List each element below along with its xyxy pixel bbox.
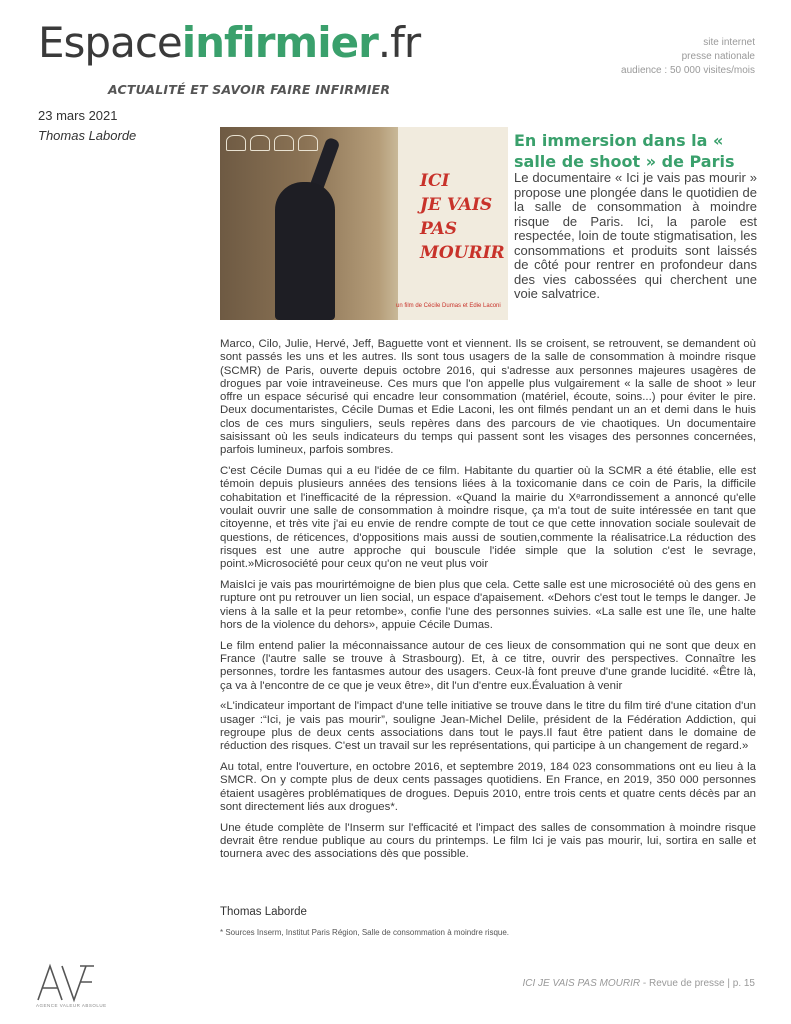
article-intro: Le documentaire « Ici je vais pas mourir » propose une plongée dans le quotidien de la salle de consommation à moindre risque de Paris. Ici, la parole est respectée, loin de toute stigmatisation, les consommations et produits sont laissés de côté pour rentrer en profondeur dans des vies cabossées qui cherchent une voie salvatrice.: [514, 170, 757, 301]
paragraph: Au total, entre l'ouverture, en octobre 2016, et septembre 2019, 184 023 consommations ont eu lieu à la SMCR. On y compte plus de deux cents passages quotidiens. En France, en 2019, 350 000 personnes étaient usagères problématiques de drogues. Depuis 2010, entre trois cents et quatre cents décès par an sont directement liés aux drogues*.: [220, 761, 756, 813]
person-silhouette: [275, 182, 335, 320]
pubinfo-type: site internet: [703, 37, 755, 48]
page-footer: [522, 978, 755, 989]
pubinfo-audience: audience : 50 000 visites/mois: [621, 65, 755, 76]
laurel-icon: [226, 135, 246, 151]
logo-text-espace: Espace: [38, 18, 182, 67]
tagline: ACTUALITÉ ET SAVOIR FAIRE INFIRMIER: [108, 82, 391, 97]
logo-text-infirmier: infirmier: [181, 18, 378, 67]
article-author: Thomas Laborde: [38, 128, 137, 143]
pubinfo-scope: presse nationale: [681, 51, 755, 62]
paragraph: Marco, Cilo, Julie, Hervé, Jeff, Baguette vont et viennent. Ils se croisent, se retrouvent, se demandent où sont passés les uns et les autres. Ils sont tous usagers de la salle de consommation à moindre risque (SCMR) de Paris, ouverte depuis octobre 2016, qui s'adresse aux personnes majeures usagères de drogues par voie intraveineuse. Ces murs que l'on appelle plus vulgairement « la salle de shoot » leur offre un espace sécurisé qui encadre leur consommation (matériel, écoute, soins...) pour éviter le pire. Deux documentaristes, Cécile Dumas et Edie Laconi, les ont filmés pendant un an et demi dans le huis clos de ces murs singuliers, seuls repères dans des parcours de vie chaotiques. Un documentaire saisissant où les seuls indicateurs du temps qui passent sont les visages des personnes concernées, parfois lumineux, parfois sombres.: [220, 338, 756, 457]
article-body: [220, 338, 756, 869]
festival-laurels: [226, 135, 318, 151]
paragraph: Le film entend palier la méconnaissance autour de ces lieux de consommation qui ne sont que deux en France (l'autre salle se trouve à Strasbourg). Et, à ce titre, ouvrir des perspectives. Connaître les personnes, tordre les fantasmes autour des usagers. Ceux-là font preuve d'une grande lucidité. «Être là, ça va à l'encontre de ce que je veux être», dit l'un d'entre eux.Évaluation à venir: [220, 639, 756, 692]
site-logo[interactable]: [38, 18, 421, 67]
laurel-icon: [250, 135, 270, 151]
paragraph: Une étude complète de l'Inserm sur l'efficacité et l'impact des salles de consommation à moindre risque devrait être rendue publique au cours du printemps. Le film Ici je vais pas mourir, lui, sortira en salle et tournera avec des associations dès que possible.: [220, 821, 756, 861]
agency-logo-icon: [36, 960, 96, 1008]
poster-title: ICI JE VAIS PAS MOURIR: [420, 171, 505, 263]
article-date: 23 mars 2021: [38, 108, 118, 123]
publication-info: [621, 36, 755, 78]
paragraph: MaisIci je vais pas mourirtémoigne de bien plus que cela. Cette salle est une microsociété où des gens en rupture ont pu retrouver un lien social, un espace d'apaisement. «Dehors c'est tout le temps le danger. Je viens à la salle et la peur retombe», confie l'une des personnes suivies. «La salle est une île, une halte hors de la violence du dehors», appuie Cécile Dumas.: [220, 579, 756, 631]
article-signature: Thomas Laborde: [220, 906, 307, 918]
laurel-icon: [298, 135, 318, 151]
footnote: * Sources Inserm, Institut Paris Région, Salle de consommation à moindre risque.: [220, 928, 510, 937]
logo-text-tld: .fr: [377, 18, 421, 67]
footer-page: - Revue de presse | p. 15: [640, 978, 755, 989]
paragraph: C'est Cécile Dumas qui a eu l'idée de ce film. Habitante du quartier où la SCMR a été établie, elle est témoin depuis plusieurs années des tensions liées à la toxicomanie dans ce coin de Paris, la difficile cohabitation et l'inefficacité de la répression. «Quand la mairie du Xᵉarrondissement a annoncé qu'elle voulait ouvrir une salle de consommation à moindre risque, ça m'a tout de suite intéressée en tant que citoyenne, et très vite j'ai eu envie de rendre compte de tout ce que cette innovation sociale soulevait de questions, de réticences, d'oppositions mais aussi de soutien,commente la réalisatrice.La réduction des risques est une autre approche qui bouscule l'idée simple que la solution c'est le sevrage, point.»Microsociété pour ceux qu'on ne veut plus voir: [220, 465, 756, 571]
laurel-icon: [274, 135, 294, 151]
film-still-image: [220, 127, 508, 320]
poster-credit: un film de Cécile Dumas et Edie Laconi: [396, 303, 501, 309]
paragraph: «L'indicateur important de l'impact d'une telle initiative se trouve dans le titre du film tiré d'une citation d'un usager :“Ici, je vais pas mourir”, souligne Jean-Michel Delile, président de la Fédération Addiction, qui regroupe plus de deux cents associations dans tout le pays.Il faut être patient dans le domaine de réduction des risques. C'est un travail sur les représentations, qui participe à un changement de regard.»: [220, 700, 756, 753]
agency-name: AGENCE VALEUR ABSOLUE: [36, 1003, 107, 1008]
article-headline: En immersion dans la « salle de shoot » de Paris: [514, 131, 735, 171]
footer-title: ICI JE VAIS PAS MOURIR: [522, 978, 641, 989]
